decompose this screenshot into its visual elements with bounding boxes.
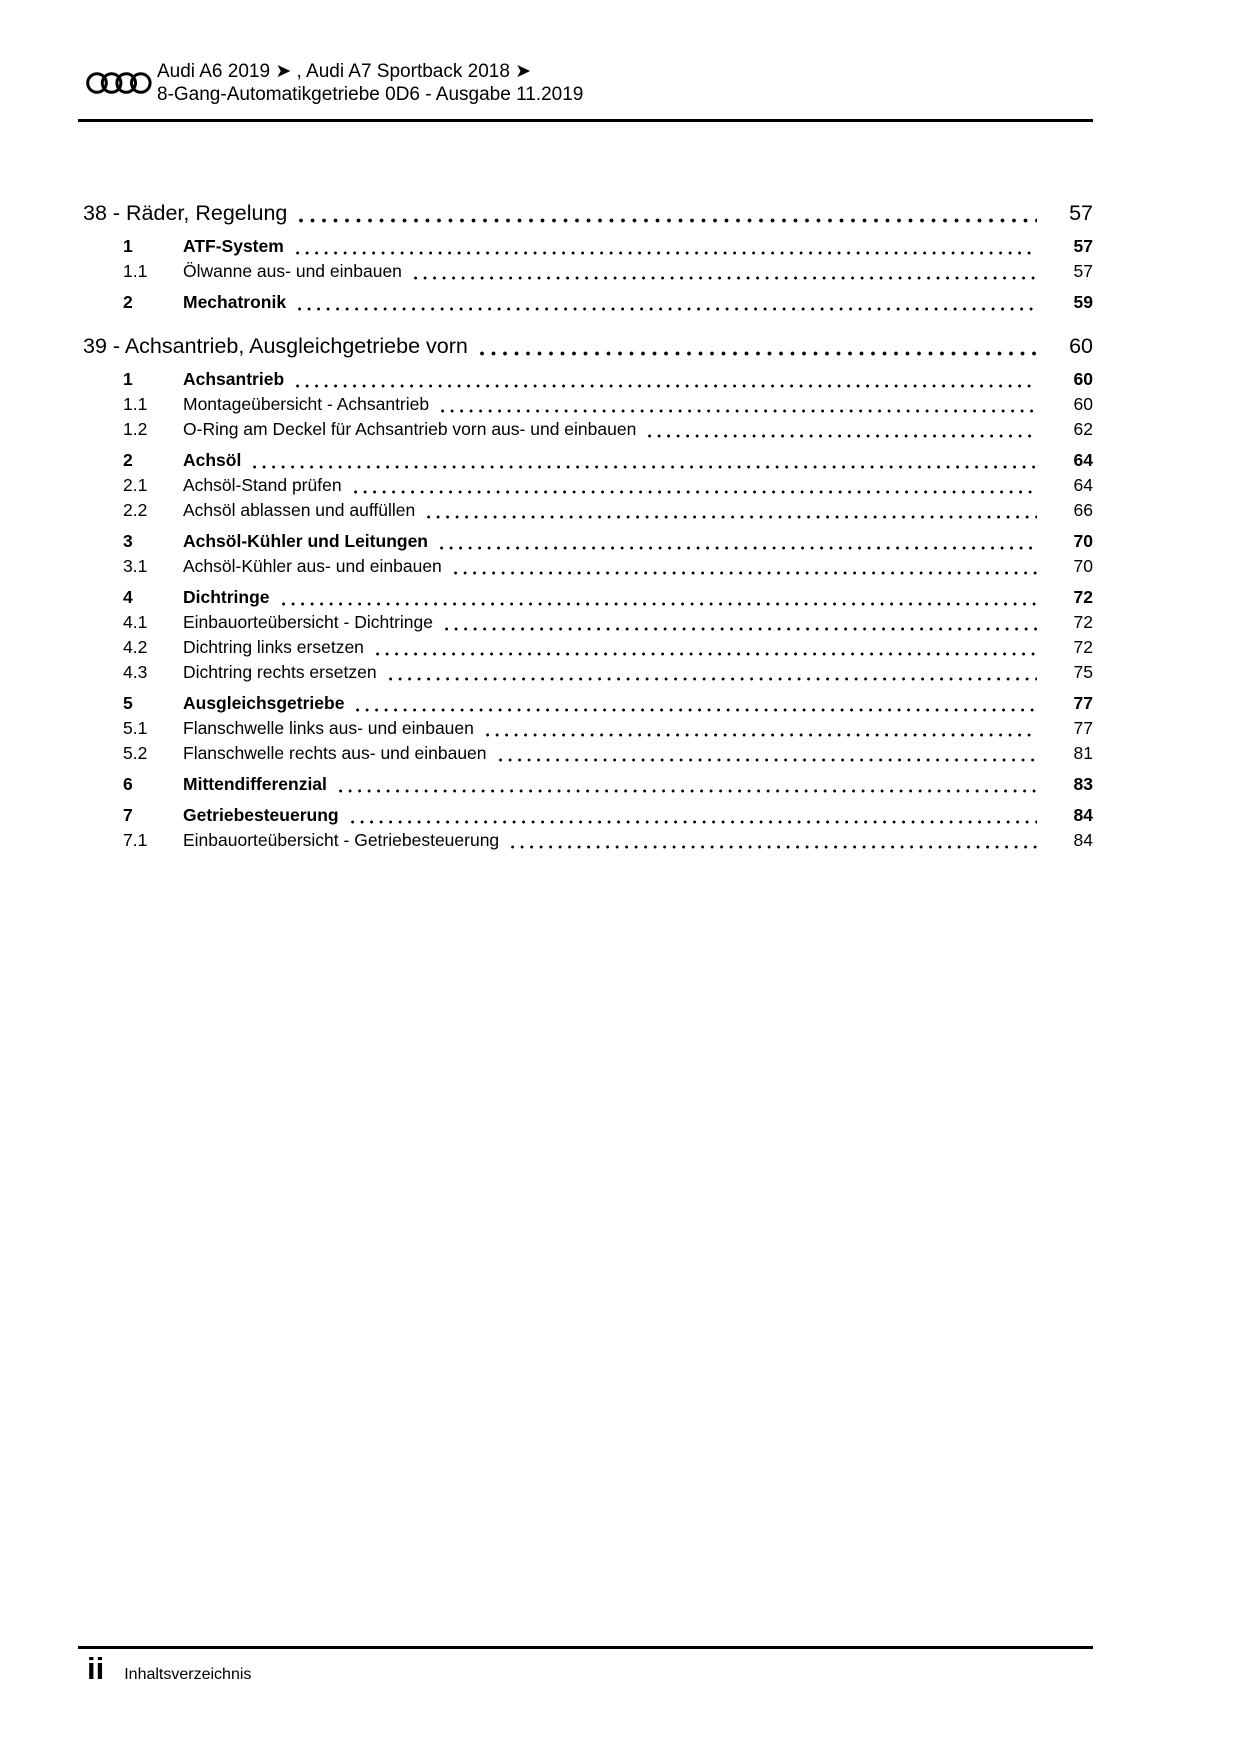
dot-leader <box>480 351 1037 356</box>
section-page-number: 59 <box>1073 292 1093 312</box>
audi-rings-icon <box>86 71 152 95</box>
dot-leader <box>354 490 1037 494</box>
section-number: 2 <box>123 292 133 312</box>
dot-leader <box>296 251 1037 255</box>
section-title: Getriebesteuerung <box>183 805 339 825</box>
toc-section-row <box>83 234 1093 259</box>
section-page-number: 72 <box>1073 587 1093 607</box>
section-page-number: 57 <box>1073 236 1093 256</box>
section-title: Einbauorteübersicht - Dichtringe <box>183 612 433 632</box>
section-number: 1.1 <box>123 394 148 414</box>
toc-section-row <box>83 473 1093 498</box>
section-title: Flanschwelle links aus- und einbauen <box>183 718 474 738</box>
dot-leader <box>376 652 1037 656</box>
section-title: Dichtring links ersetzen <box>183 637 364 657</box>
section-title: Dichtringe <box>183 587 270 607</box>
section-page-number: 77 <box>1073 718 1093 738</box>
section-title: Achsöl-Kühler und Leitungen <box>183 531 428 551</box>
section-title: Ölwanne aus- und einbauen <box>183 261 402 281</box>
header-text <box>157 60 583 106</box>
toc-section-row <box>83 417 1093 442</box>
section-page-number: 70 <box>1073 531 1093 551</box>
section-page-number: 60 <box>1073 394 1093 414</box>
chapter-title: 38 - Räder, Regelung <box>83 201 288 225</box>
section-title: Achsantrieb <box>183 369 285 389</box>
section-title: Montageübersicht - Achsantrieb <box>183 394 430 414</box>
section-number: 1 <box>123 236 133 256</box>
section-title: O-Ring am Deckel für Achsantrieb vorn aus- und einbauen <box>183 419 637 439</box>
section-number: 4.3 <box>123 662 148 682</box>
section-title: ATF-System <box>183 236 284 256</box>
section-page-number: 64 <box>1073 450 1093 470</box>
toc-section-row <box>83 610 1093 635</box>
toc-section-row <box>83 691 1093 716</box>
toc-section-row <box>83 259 1093 284</box>
header-rule <box>78 119 1093 122</box>
section-title: Flanschwelle rechts aus- und einbauen <box>183 743 487 763</box>
dot-leader <box>486 733 1037 737</box>
chapter-page-number: 60 <box>1069 334 1093 358</box>
section-page-number: 72 <box>1073 612 1093 632</box>
footer-label: Inhaltsverzeichnis <box>124 1666 252 1683</box>
section-number: 2 <box>123 450 133 470</box>
header-edition-line: 8-Gang-Automatikgetriebe 0D6 - Ausgabe 11.2019 <box>157 84 584 105</box>
section-number: 7.1 <box>123 830 148 850</box>
section-number: 4 <box>123 587 133 607</box>
toc-section-row <box>83 828 1093 853</box>
section-title: Einbauorteübersicht - Getriebesteuerung <box>183 830 500 850</box>
toc-section-row <box>83 660 1093 685</box>
section-page-number: 75 <box>1073 662 1093 682</box>
section-page-number: 83 <box>1073 774 1093 794</box>
section-page-number: 84 <box>1073 830 1093 850</box>
section-number: 5 <box>123 693 133 713</box>
section-page-number: 62 <box>1073 419 1093 439</box>
section-title: Mechatronik <box>183 292 287 312</box>
toc-section-row <box>83 716 1093 741</box>
toc-section-row <box>83 585 1093 610</box>
section-number: 5.2 <box>123 743 148 763</box>
toc-section-row <box>83 635 1093 660</box>
section-title: Achsöl-Kühler aus- und einbauen <box>183 556 442 576</box>
section-number: 4.2 <box>123 637 148 657</box>
toc-section-row <box>83 554 1093 579</box>
dot-leader <box>648 434 1037 438</box>
dot-leader <box>454 571 1037 575</box>
section-page-number: 72 <box>1073 637 1093 657</box>
section-title: Achsöl ablassen und auffüllen <box>183 500 416 520</box>
dot-leader <box>298 307 1037 311</box>
dot-leader <box>440 546 1037 550</box>
section-number: 3 <box>123 531 133 551</box>
section-page-number: 70 <box>1073 556 1093 576</box>
dot-leader <box>511 845 1037 849</box>
toc-section-row <box>83 448 1093 473</box>
folio-page-number: ii <box>87 1651 105 1686</box>
section-page-number: 81 <box>1073 743 1093 763</box>
toc-section-row <box>83 290 1093 315</box>
section-number: 5.1 <box>123 718 148 738</box>
section-title: Dichtring rechts ersetzen <box>183 662 377 682</box>
header-model-line: Audi A6 2019 ➤ , Audi A7 Sportback 2018 ➤ <box>157 61 532 82</box>
dot-leader <box>253 465 1037 469</box>
dot-leader <box>441 409 1037 413</box>
toc-section-row <box>83 772 1093 797</box>
footer-rule <box>78 1646 1093 1649</box>
dot-leader <box>356 708 1037 712</box>
section-title: Achsöl-Stand prüfen <box>183 475 342 495</box>
section-number: 1.2 <box>123 419 148 439</box>
section-number: 1 <box>123 369 133 389</box>
dot-leader <box>499 758 1037 762</box>
toc-chapter-row <box>83 198 1093 228</box>
section-title: Achsöl <box>183 450 242 470</box>
dot-leader <box>427 515 1037 519</box>
section-number: 2.1 <box>123 475 148 495</box>
section-number: 1.1 <box>123 261 148 281</box>
section-page-number: 64 <box>1073 475 1093 495</box>
toc-section-row <box>83 392 1093 417</box>
section-number: 3.1 <box>123 556 148 576</box>
toc-section-row <box>83 498 1093 523</box>
section-number: 6 <box>123 774 133 794</box>
section-page-number: 57 <box>1073 261 1093 281</box>
dot-leader <box>414 276 1037 280</box>
dot-leader <box>389 677 1037 681</box>
dot-leader <box>351 820 1037 824</box>
dot-leader <box>299 218 1037 223</box>
toc-section-row <box>83 529 1093 554</box>
section-page-number: 84 <box>1073 805 1093 825</box>
section-page-number: 60 <box>1073 369 1093 389</box>
page-footer <box>87 1650 251 1688</box>
chapter-title: 39 - Achsantrieb, Ausgleichgetriebe vorn <box>83 334 468 358</box>
section-page-number: 77 <box>1073 693 1093 713</box>
dot-leader <box>339 789 1037 793</box>
toc-chapter-row <box>83 331 1093 361</box>
toc-section-row <box>83 367 1093 392</box>
dot-leader <box>282 602 1037 606</box>
section-title: Ausgleichsgetriebe <box>183 693 345 713</box>
dot-leader <box>296 384 1037 388</box>
section-title: Mittendifferenzial <box>183 774 327 794</box>
section-number: 2.2 <box>123 500 148 520</box>
chapter-page-number: 57 <box>1069 201 1093 225</box>
toc-section-row <box>83 741 1093 766</box>
section-page-number: 66 <box>1073 500 1093 520</box>
toc-section-row <box>83 803 1093 828</box>
section-number: 7 <box>123 805 133 825</box>
section-number: 4.1 <box>123 612 148 632</box>
dot-leader <box>445 627 1037 631</box>
table-of-contents <box>83 182 1093 853</box>
